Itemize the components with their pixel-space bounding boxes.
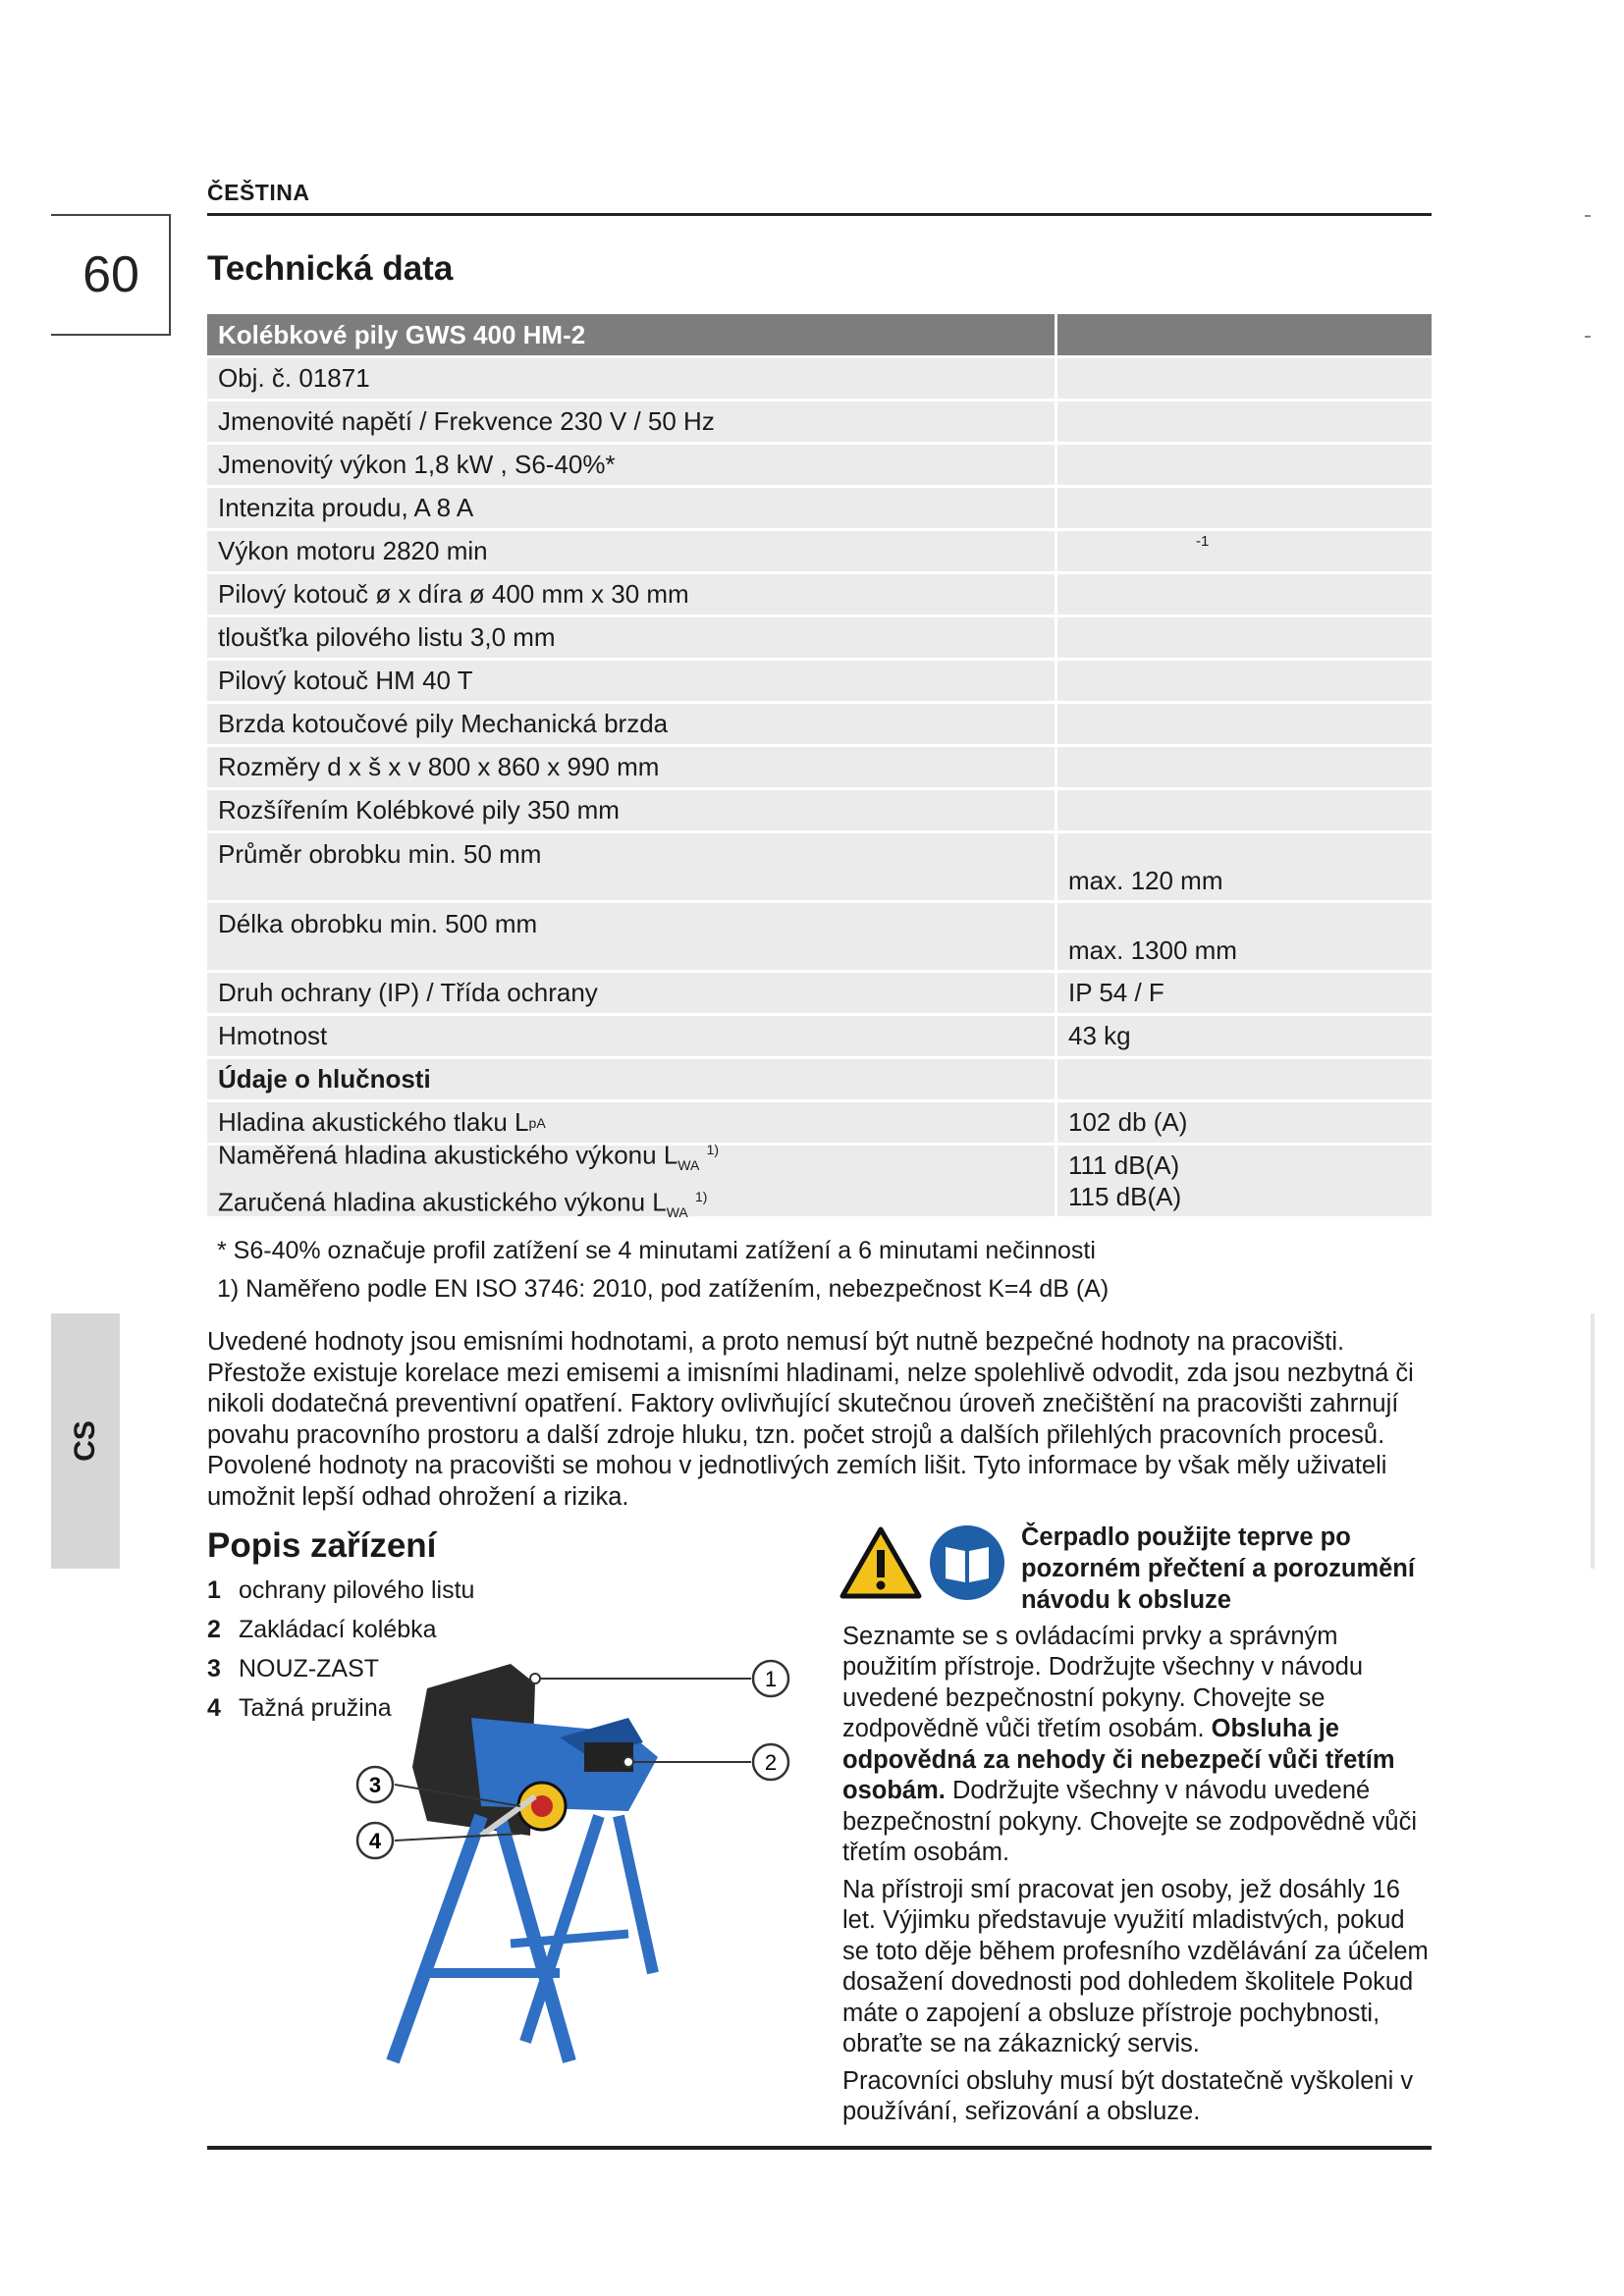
row-label: Pilový kotouč ø x díra ø 400 mm x 30 mm xyxy=(218,579,689,609)
table-header-cell xyxy=(1055,314,1432,355)
row-value xyxy=(1055,574,1432,614)
list-item: 1 ochrany pilového listu xyxy=(207,1575,475,1604)
row-label: Jmenovitý výkon 1,8 kW , S6-40%* xyxy=(218,450,616,479)
edge-line xyxy=(1591,1313,1595,1569)
footer-rule xyxy=(207,2146,1432,2150)
table-row xyxy=(207,528,1432,571)
table-row xyxy=(207,1140,1432,1220)
row-value: max. 120 mm xyxy=(1055,833,1432,900)
table-row xyxy=(207,355,1432,399)
stand-leg xyxy=(619,1816,653,1973)
callout-4-label: 4 xyxy=(368,1829,382,1853)
row-value xyxy=(1055,747,1432,787)
row-label: Rozšířením Kolébkové pily 350 mm xyxy=(218,795,620,825)
table-row xyxy=(207,701,1432,744)
row-label: Hmotnost xyxy=(218,1021,328,1050)
tech-data-table xyxy=(207,314,1432,1220)
row-value xyxy=(1055,661,1432,701)
row-label: Brzda kotoučové pily Mechanická brzda xyxy=(218,709,669,738)
row-label: Průměr obrobku min. 50 mm xyxy=(218,839,542,869)
side-tab-label: CS xyxy=(69,1420,101,1462)
row-label: tloušťka pilového listu 3,0 mm xyxy=(218,622,556,652)
table-row xyxy=(207,900,1432,970)
safety-paragraph: Pracovníci obsluhy musí být dostatečně vyškoleni v používání, seřizování a obsluze. xyxy=(842,2066,1414,2125)
language-side-tab xyxy=(51,1313,120,1569)
table-row xyxy=(207,830,1432,900)
page-number: 60 xyxy=(82,246,139,303)
safety-text xyxy=(842,1616,1432,2134)
row-value xyxy=(1055,401,1432,442)
stand-leg xyxy=(393,1816,481,2061)
list-item: 3 NOUZ-ZAST xyxy=(207,1654,380,1682)
row-value xyxy=(1055,790,1432,830)
table-title: Kolébkové pily GWS 400 HM-2 xyxy=(218,319,586,349)
footnote: 1) Naměřeno podle EN ISO 3746: 2010, pod zatížením, nebezpečnost K=4 dB (A) xyxy=(217,1275,1110,1303)
language-header: ČEŠTINA xyxy=(207,180,310,205)
table-row xyxy=(207,658,1432,701)
row-label: Výkon motoru 2820 min xyxy=(218,536,488,565)
row-label: Rozměry d x š x v 800 x 860 x 990 mm xyxy=(218,752,660,781)
table-row xyxy=(207,787,1432,830)
row-value xyxy=(1055,358,1432,399)
rocker-saw-illustration xyxy=(334,1649,805,2081)
safety-heading: Čerpadlo použijte teprve po pozorném přečtení a porozumění návodu k obsluze xyxy=(1021,1523,1415,1614)
exponent-note: -1 xyxy=(1196,533,1210,550)
row-value xyxy=(1055,445,1432,485)
row-value: IP 54 / F xyxy=(1055,973,1432,1013)
row-label: Údaje o hlučnosti xyxy=(218,1064,431,1094)
callout-2-label: 2 xyxy=(764,1750,778,1775)
callout-3-label: 3 xyxy=(368,1773,382,1797)
safety-paragraph: Seznamte se s ovládacími prvky a správným použitím přístroje. Dodržujte všechny v návodu uvedené bezpečnostní pokyny. Chovejte se zodpovědně vůči třetím osobám. Obsluha je odpovědná za nehody či nebezpečí vůči třetím osobám. Dodržujte všechny v návodu uvedené bezpečnostní pokyny. Chovejte se zodpovědně vůči třetím osobám. xyxy=(842,1622,1417,1866)
table-row xyxy=(207,614,1432,658)
row-value: max. 1300 mm xyxy=(1055,903,1432,970)
table-footnotes xyxy=(217,1232,1109,1308)
row-label: Délka obrobku min. 500 mm xyxy=(218,909,538,938)
row-value xyxy=(1055,617,1432,658)
row-label: Naměřená hladina akustického výkonu $L_{WA}$ $^{1)}$ Zaručená hladina akustického výkonu $L_{WA}$ $^{1)}$ xyxy=(218,1140,720,1220)
row-value: 111 dB(A) 115 dB(A) xyxy=(1055,1146,1432,1216)
table-subheading-row xyxy=(207,1056,1432,1099)
row-value: 102 db (A) xyxy=(1055,1102,1432,1143)
table-row xyxy=(207,744,1432,787)
row-label: Hladina akustického tlaku L pA xyxy=(218,1107,546,1137)
row-value xyxy=(1055,704,1432,744)
safety-paragraph: Na přístroji smí pracovat jen osoby, jež dosáhly 16 let. Výjimku představuje využití mladistvých, pokud se toto děje během profesního vzdělávání za účelem dosažení dovednosti pod dohledem školitele Pokud máte o zapojení a obsluze přístroje pochybnosti, obraťte se na zákaznický servis. xyxy=(842,1875,1429,2057)
row-label: Intenzita proudu, A 8 A xyxy=(218,493,474,522)
row-value xyxy=(1055,531,1432,571)
section-title: Technická data xyxy=(207,249,454,288)
edge-mark xyxy=(1585,336,1591,338)
table-row xyxy=(207,1013,1432,1056)
row-label: Druh ochrany (IP) / Třída ochrany xyxy=(218,978,598,1007)
row-label: Jmenovité napětí / Frekvence 230 V / 50 Hz xyxy=(218,406,715,436)
device-description-title: Popis zařízení xyxy=(207,1526,437,1565)
row-value xyxy=(1055,488,1432,528)
callout-1-label: 1 xyxy=(764,1667,778,1691)
footnote: * S6-40% označuje profil zatížení se 4 minutami zatížení a 6 minutami nečinnosti xyxy=(217,1237,1096,1264)
list-item: 2 Zakládací kolébka xyxy=(207,1615,437,1643)
row-value xyxy=(1055,1059,1432,1099)
edge-mark xyxy=(1585,215,1591,217)
row-label: Pilový kotouč HM 40 T xyxy=(218,666,473,695)
row-value: 43 kg xyxy=(1055,1016,1432,1056)
table-header-row xyxy=(207,314,1432,355)
table-row xyxy=(207,485,1432,528)
header-rule xyxy=(207,213,1432,216)
table-row xyxy=(207,442,1432,485)
table-row xyxy=(207,970,1432,1013)
table-row xyxy=(207,399,1432,442)
table-row xyxy=(207,571,1432,614)
list-item: 4 Tažná pružina xyxy=(207,1693,392,1722)
emission-paragraph: Uvedené hodnoty jsou emisními hodnotami, a proto nemusí být nutně bezpečné hodnoty na pracovišti. Přestože existuje korelace mezi emisemi a imisními hladinami, nelze spolehlivě odvodit, zda jsou nezbytná či nikoli dodatečná preventivní opatření. Faktory ovlivňující skutečnou úroveň znečištění na pracovišti zahrnují povahu pracovního prostoru a další zdroje hluku, tzn. počet strojů a dalších přilehlých pracovních procesů. Povolené hodnoty na pracovišti se mohou v jednotlivých zemích lišit. Tyto informace by však měly uživateli umožnit lepší odhad ohrožení a rizika. xyxy=(207,1328,1414,1511)
row-label: Obj. č. 01871 xyxy=(218,363,370,393)
